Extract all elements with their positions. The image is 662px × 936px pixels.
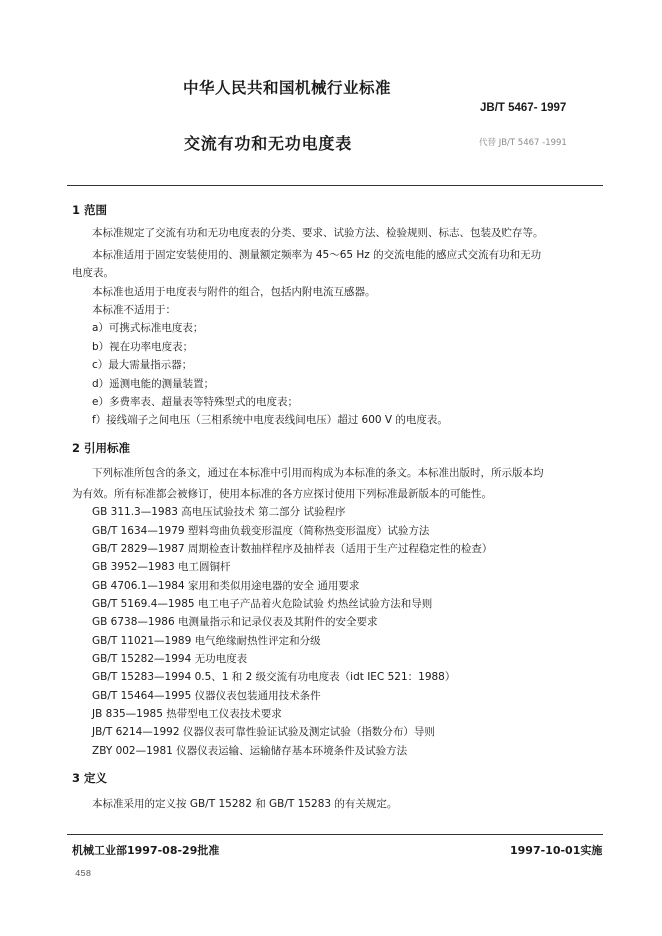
reference-item: GB 3952—1983 电工圆铜杆	[92, 561, 231, 573]
reference-item: JB/T 6214—1992 仪器仪表可靠性验证试验及测定试验（指数分布）导则	[92, 726, 435, 738]
reference-item: GB/T 15282—1994 无功电度表	[92, 653, 248, 665]
reference-item: GB 4706.1—1984 家用和类似用途电器的安全 通用要求	[92, 580, 360, 592]
list-item: e）多费率表、超量表等特殊型式的电度表；	[92, 396, 298, 408]
header-divider	[67, 185, 603, 186]
reference-item: GB/T 11021—1989 电气绝缘耐热性评定和分级	[92, 635, 321, 647]
section-3-paragraph: 本标准采用的定义按 GB/T 15282 和 GB/T 15283 的有关规定。	[92, 798, 398, 810]
implementation-date: 1997-10-01实施	[510, 844, 603, 857]
page-number: 458	[75, 869, 92, 879]
section-2-paragraph: 下列标准所包含的条文，通过在本标准中引用而构成为本标准的条文。本标准出版时，所示版本均	[92, 467, 544, 479]
reference-item: GB/T 1634—1979 塑料弯曲负载变形温度（简称热变形温度）试验方法	[92, 525, 430, 537]
replaces-note: 代替 JB/T 5467 -1991	[479, 138, 567, 148]
list-item: b）视在功率电度表；	[92, 341, 194, 353]
list-item: a）可携式标准电度表；	[92, 322, 204, 334]
section-2-heading: 2 引用标准	[72, 441, 131, 455]
reference-item: GB/T 5169.4—1985 电工电子产品着火危险试验 灼热丝试验方法和导则	[92, 598, 433, 610]
reference-item: GB/T 15283—1994 0.5、1 和 2 级交流有功电度表（idt IEC 521：1988）	[92, 671, 456, 683]
reference-item: JB 835—1985 热带型电工仪表技术要求	[92, 708, 282, 720]
issuing-authority: 中华人民共和国机械行业标准	[183, 79, 392, 97]
reference-item: GB/T 15464—1995 仪器仪表包装通用技术条件	[92, 690, 321, 702]
reference-item: ZBY 002—1981 仪器仪表运输、运输储存基本环境条件及试验方法	[92, 745, 408, 757]
reference-item: GB/T 2829—1987 周期检查计数抽样程序及抽样表（适用于生产过程稳定性的检查）	[92, 543, 493, 555]
list-item: f）接线端子之间电压（三相系统中电度表线间电压）超过 600 V 的电度表。	[92, 414, 448, 426]
list-item: c）最大需量指示器；	[92, 359, 193, 371]
section-1-heading: 1 范围	[72, 203, 108, 217]
section-1-paragraph: 本标准规定了交流有功和无功电度表的分类、要求、试验方法、检验规则、标志、包装及贮存等。	[92, 227, 544, 239]
section-1-paragraph: 本标准不适用于：	[92, 304, 176, 316]
approval-date: 机械工业部1997-08-29批准	[72, 844, 220, 857]
section-1-paragraph: 电度表。	[72, 267, 114, 279]
footer-divider	[67, 834, 603, 835]
list-item: d）遥测电能的测量装置；	[92, 378, 215, 390]
reference-item: GB 311.3—1983 高电压试验技术 第二部分 试验程序	[92, 506, 346, 518]
standard-code: JB/T 5467- 1997	[480, 102, 567, 114]
section-1-paragraph: 本标准也适用于电度表与附件的组合，包括内附电流互感器。	[92, 286, 376, 298]
section-1-paragraph: 本标准适用于固定安装使用的、测量额定频率为 45～65 Hz 的交流电能的感应式交流有功和无功	[92, 249, 542, 261]
section-2-paragraph: 为有效。所有标准都会被修订，使用本标准的各方应探讨使用下列标准最新版本的可能性。	[72, 488, 492, 500]
document-title: 交流有功和无功电度表	[184, 134, 353, 153]
reference-item: GB 6738—1986 电测量指示和记录仪表及其附件的安全要求	[92, 616, 378, 628]
section-3-heading: 3 定义	[72, 771, 108, 785]
